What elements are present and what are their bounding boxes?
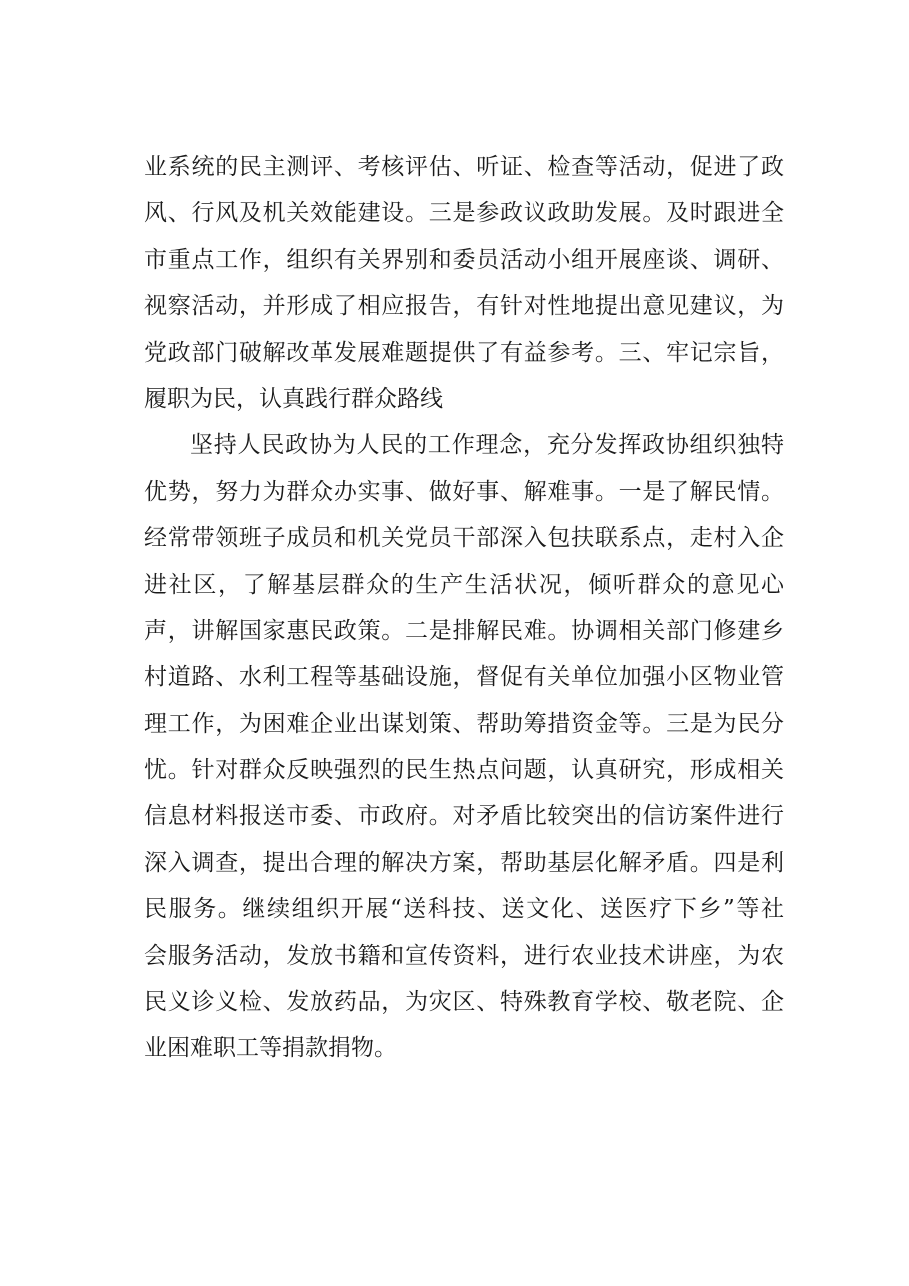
- text-line: 村道路、水利工程等基础设施，督促有关单位加强小区物业管: [144, 664, 784, 691]
- text-line: 声，讲解国家惠民政策。二是排解民难。协调相关部门修建乡: [144, 617, 784, 644]
- text-line: 业系统的民主测评、考核评估、听证、检查等活动，促进了政: [144, 154, 784, 180]
- text-line: 视察活动，并形成了相应报告，有针对性地提出意见建议，为: [144, 293, 784, 320]
- paragraph-2: [144, 422, 784, 1071]
- text-line: 优势，努力为群众办实事、做好事、解难事。一是了解民情。: [144, 478, 784, 505]
- text-line: 民义诊义检、发放药品，为灾区、特殊教育学校、敬老院、企: [144, 989, 784, 1016]
- text-line: 理工作，为困难企业出谋划策、帮助筹措资金等。三是为民分: [144, 710, 784, 737]
- text-line: 风、行风及机关效能建设。三是参政议政助发展。及时跟进全: [144, 200, 784, 227]
- document-body: [144, 144, 784, 1072]
- text-line: 市重点工作，组织有关界别和委员活动小组开展座谈、调研、: [144, 246, 784, 273]
- text-line: 进社区，了解基层群众的生产生活状况，倾听群众的意见心: [144, 571, 784, 598]
- text-line: 民服务。继续组织开展“送科技、送文化、送医疗下乡”等社: [144, 896, 784, 923]
- text-line: 业困难职工等捐款捐物。: [144, 1035, 397, 1062]
- paragraph-1: [144, 144, 784, 422]
- text-line: 经常带领班子成员和机关党员干部深入包扶联系点，走村入企: [144, 525, 784, 552]
- text-line: 党政部门破解改革发展难题提供了有益参考。三、牢记宗旨，: [144, 339, 784, 366]
- text-line: 坚持人民政协为人民的工作理念，充分发挥政协组织独特: [190, 432, 784, 459]
- text-line: 信息材料报送市委、市政府。对矛盾比较突出的信访案件进行: [144, 803, 784, 830]
- text-line: 会服务活动，发放书籍和宣传资料，进行农业技术讲座，为农: [144, 942, 784, 969]
- text-line: 忧。针对群众反映强烈的民生热点问题，认真研究，形成相关: [144, 757, 784, 784]
- text-line: 深入调查，提出合理的解决方案，帮助基层化解矛盾。四是利: [144, 849, 784, 876]
- text-line: 履职为民，认真践行群众路线: [144, 385, 443, 412]
